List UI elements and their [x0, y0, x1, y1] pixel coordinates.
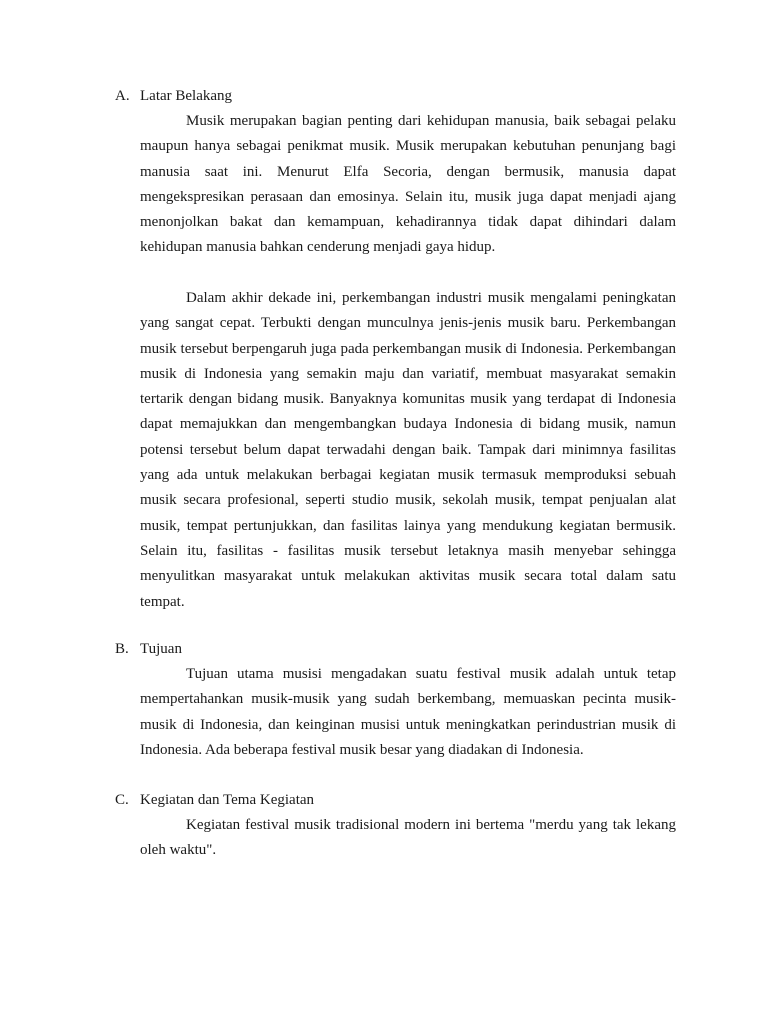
- section-latar-belakang: [115, 84, 676, 261]
- paragraph: Kegiatan festival musik tradisional modern ini bertema "merdu yang tak lekang oleh waktu".: [140, 817, 676, 859]
- section-latar-belakang-continued: [115, 286, 676, 615]
- section-title: Kegiatan dan Tema Kegiatan: [140, 792, 315, 808]
- paragraph: Dalam akhir dekade ini, perkembangan industri musik mengalami peningkatan yang sangat cepat. Terbukti dengan munculnya jenis-jenis musik baru. Perkembangan musik tersebut berpengaruh juga pada perkembangan musik di Indonesia. Perkembangan musik di Indonesia yang semakin maju dan variatif, membuat masyarakat semakin tertarik dengan bidang musik. Banyaknya komunitas musik yang terdapat di Indonesia dapat memajukkan dan mengembangkan budaya Indonesia di bidang musik, namun potensi tersebut belum dapat terwadahi dengan baik. Tampak dari minimnya fasilitas yang ada untuk melakukan berbagai kegiatan musik termasuk memproduksi sebuah musik secara profesional, seperti studio musik, sekolah musik, tempat penjualan alat musik, tempat pertunjukkan, dan fasilitas lainya yang mendukung kegiatan bermusik. Selain itu, fasilitas - fasilitas musik tersebut letaknya masih menyebar sehingga menyulitkan masyarakat untuk melakukan aktivitas musik secara total dalam satu tempat.: [140, 290, 676, 610]
- paragraph: Tujuan utama musisi mengadakan suatu festival musik adalah untuk tetap mempertahankan musik-musik yang sudah berkembang, memuaskan pecinta musik-musik di Indonesia, dan keinginan musisi untuk meningkatkan perindustrian musik di Indonesia. Ada beberapa festival musik besar yang diadakan di Indonesia.: [140, 666, 676, 758]
- section-tujuan: [115, 637, 676, 763]
- section-kegiatan-dan-tema: [115, 788, 676, 864]
- section-heading: [115, 84, 676, 109]
- section-letter: A.: [115, 88, 130, 104]
- section-letter: B.: [115, 641, 129, 657]
- section-title: Tujuan: [140, 641, 182, 657]
- section-title: Latar Belakang: [140, 88, 233, 104]
- section-heading: [115, 637, 676, 662]
- section-letter: C.: [115, 792, 129, 808]
- paragraph: Musik merupakan bagian penting dari kehidupan manusia, baik sebagai pelaku maupun hanya sebagai penikmat musik. Musik merupakan kebutuhan penunjang bagi manusia saat ini. Menurut Elfa Secoria, dengan bermusik, manusia dapat mengekspresikan perasaan dan emosinya. Selain itu, musik juga dapat menjadi ajang menonjolkan bakat dan kemampuan, kehadirannya tidak dapat dihindari dalam kehidupan manusia bahkan cenderung menjadi gaya hidup.: [140, 113, 676, 256]
- section-heading: [115, 788, 676, 813]
